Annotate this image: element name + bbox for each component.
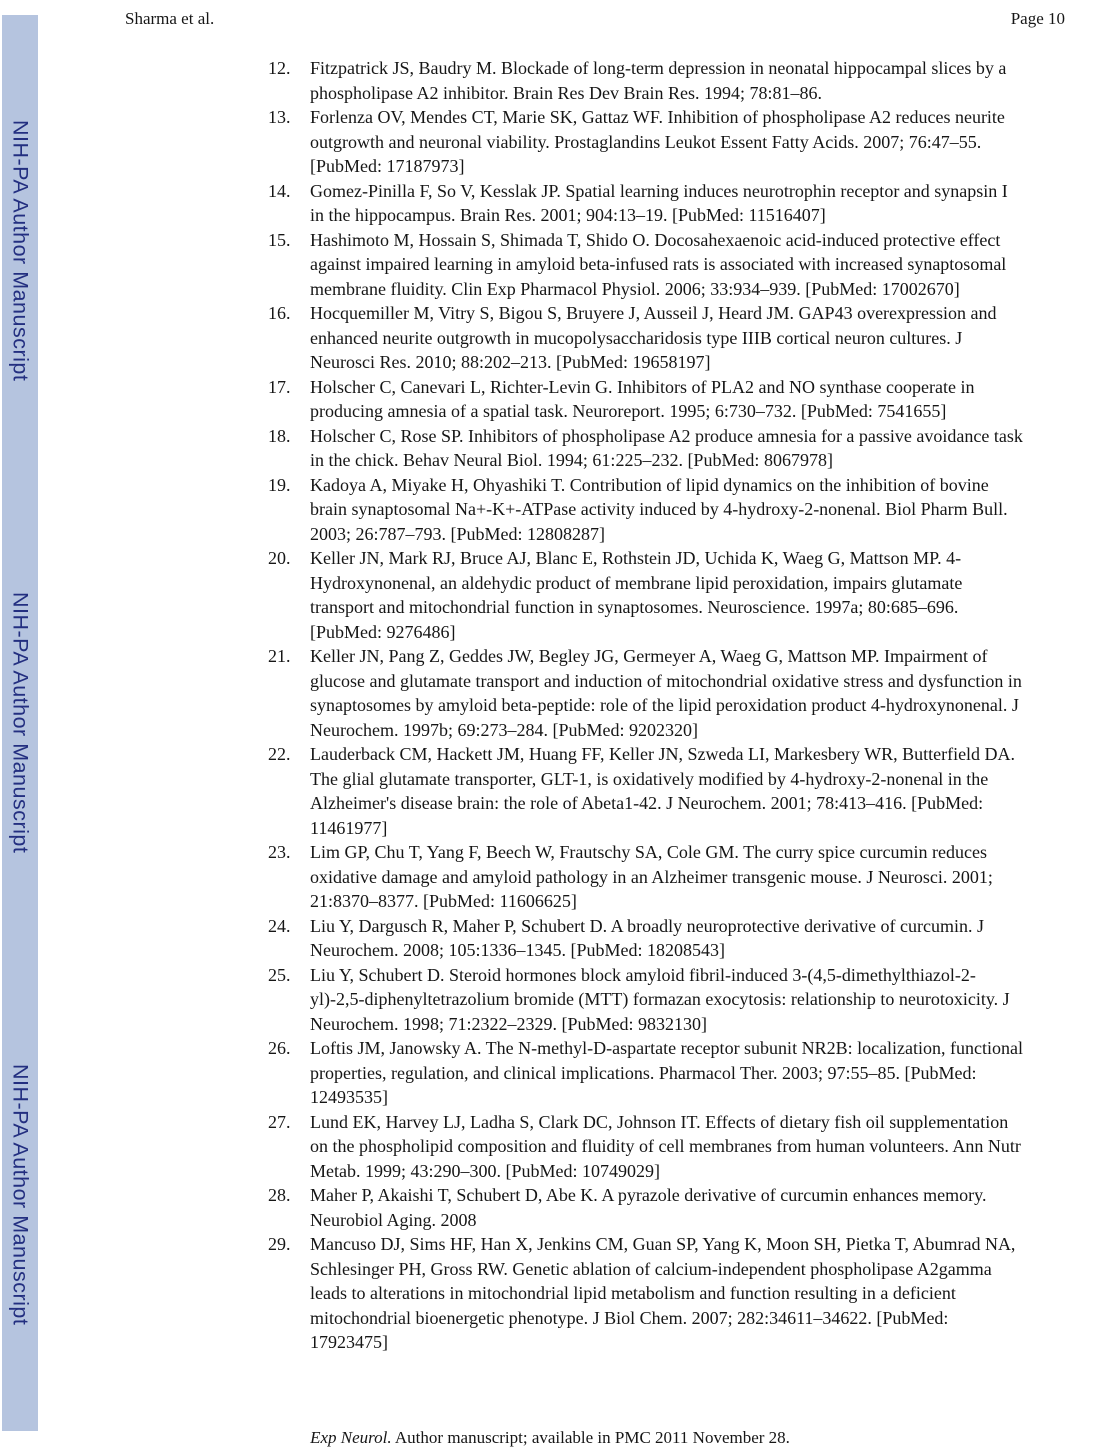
reference-number: 17. <box>268 376 291 397</box>
reference-line: properties, regulation, and clinical implications. Pharmacol Ther. 2003; 97:55–85. [PubMed: <box>310 1062 977 1083</box>
reference-line: 21:8370–8377. [PubMed: 11606625] <box>310 891 577 911</box>
reference-number: 15. <box>268 229 291 250</box>
reference-item <box>268 105 1068 179</box>
reference-item <box>268 179 1068 228</box>
reference-line: leads to alterations in mitochondrial lipid metabolism and function resulting in a deficient <box>310 1283 956 1303</box>
reference-line: on the phospholipid composition and fluidity of cell membranes from human volunteers. Ann Nutr <box>310 1136 1021 1156</box>
reference-item <box>268 742 1068 840</box>
reference-number: 27. <box>268 1111 291 1132</box>
reference-line: oxidative damage and amyloid pathology in an Alzheimer transgenic mouse. J Neurosci. 2001; <box>310 866 993 887</box>
reference-number: 18. <box>268 425 291 446</box>
reference-lines <box>310 228 1068 302</box>
reference-line: Loftis JM, Janowsky A. The N-methyl-D-aspartate receptor subunit NR2B: localization, functional <box>310 1038 1024 1058</box>
reference-item <box>268 840 1068 914</box>
reference-line: Liu Y, Schubert D. Steroid hormones block amyloid fibril-induced 3-(4,5-dimethylthiazol-2- <box>310 964 976 985</box>
reference-line: Fitzpatrick JS, Baudry M. Blockade of long-term depression in neonatal hippocampal slices by a <box>310 58 1007 78</box>
reference-lines <box>310 179 1068 228</box>
reference-lines <box>310 1183 1068 1232</box>
reference-line: Kadoya A, Miyake H, Ohyashiki T. Contribution of lipid dynamics on the inhibition of bovine <box>310 474 989 495</box>
reference-line: membrane fluidity. Clin Exp Pharmacol Physiol. 2006; 33:934–939. [PubMed: 17002670] <box>310 278 960 299</box>
reference-number: 25. <box>268 964 291 985</box>
reference-line: in the chick. Behav Neural Biol. 1994; 61:225–232. [PubMed: 8067978] <box>310 450 833 470</box>
reference-item <box>268 375 1068 424</box>
reference-line: Schlesinger PH, Gross RW. Genetic ablation of calcium-independent phospholipase A2gamma <box>310 1258 992 1279</box>
reference-lines <box>310 424 1068 473</box>
footer-citation <box>0 1428 1100 1448</box>
header-author: Sharma et al. <box>125 9 215 28</box>
reference-lines <box>310 546 1068 644</box>
reference-line: Maher P, Akaishi T, Schubert D, Abe K. A pyrazole derivative of curcumin enhances memory. <box>310 1185 987 1205</box>
reference-line: Holscher C, Rose SP. Inhibitors of phospholipase A2 produce amnesia for a passive avoidance task <box>310 425 1023 446</box>
reference-lines <box>310 742 1068 840</box>
reference-item <box>268 1232 1068 1355</box>
reference-line: Hocquemiller M, Vitry S, Bigou S, Bruyere J, Ausseil J, Heard JM. GAP43 overexpression and <box>310 303 997 323</box>
sidebar-section-top <box>2 15 38 487</box>
reference-lines <box>310 1232 1068 1355</box>
reference-number: 14. <box>268 180 291 201</box>
reference-line: producing amnesia of a spatial task. Neuroreport. 1995; 6:730–732. [PubMed: 7541655] <box>310 401 947 421</box>
reference-line: Neurochem. 1998; 71:2322–2329. [PubMed: 9832130] <box>310 1013 707 1034</box>
nih-pa-sidebar <box>2 15 38 1431</box>
reference-line: 2003; 26:787–793. [PubMed: 12808287] <box>310 523 605 544</box>
reference-lines <box>310 56 1068 105</box>
reference-lines <box>310 473 1068 547</box>
reference-line: Neurochem. 2008; 105:1336–1345. [PubMed: 18208543] <box>310 940 725 960</box>
references-list <box>268 56 1068 1355</box>
reference-item <box>268 1110 1068 1184</box>
reference-line: Holscher C, Canevari L, Richter-Levin G. Inhibitors of PLA2 and NO synthase cooperate in <box>310 376 975 397</box>
reference-lines <box>310 1036 1068 1110</box>
reference-line: Lauderback CM, Hackett JM, Huang FF, Keller JN, Szweda LI, Markesbery WR, Butterfield DA. <box>310 744 1016 764</box>
reference-item <box>268 546 1068 644</box>
reference-item <box>268 1036 1068 1110</box>
reference-lines <box>310 1110 1068 1184</box>
reference-line: Gomez-Pinilla F, So V, Kesslak JP. Spatial learning induces neurotrophin receptor and synapsin I <box>310 180 1008 201</box>
reference-line: Lund EK, Harvey LJ, Ladha S, Clark DC, Johnson IT. Effects of dietary fish oil supplementation <box>310 1111 1009 1132</box>
reference-line: synaptosomes by amyloid beta-peptide: role of the lipid peroxidation product 4-hydroxynonenal. J <box>310 695 1019 715</box>
reference-line: [PubMed: 9276486] <box>310 621 456 642</box>
reference-line: Lim GP, Chu T, Yang F, Beech W, Frautschy SA, Cole GM. The curry spice curcumin reduces <box>310 842 987 862</box>
reference-number: 12. <box>268 58 291 78</box>
reference-number: 29. <box>268 1234 291 1254</box>
reference-number: 21. <box>268 646 291 666</box>
reference-number: 13. <box>268 107 291 127</box>
reference-number: 23. <box>268 842 291 862</box>
reference-line: against impaired learning in amyloid beta-infused rats is associated with increased synaptosomal <box>310 254 1007 274</box>
reference-item <box>268 914 1068 963</box>
reference-line: glucose and glutamate transport and induction of mitochondrial oxidative stress and dysfunction in <box>310 670 1022 691</box>
reference-number: 16. <box>268 303 291 323</box>
reference-item <box>268 473 1068 547</box>
reference-item <box>268 1183 1068 1232</box>
reference-line: Hashimoto M, Hossain S, Shimada T, Shido O. Docosahexaenoic acid-induced protective effect <box>310 229 1001 250</box>
reference-line: brain synaptosomal Na+-K+-ATPase activity induced by 4-hydroxy-2-nonenal. Biol Pharm Bull. <box>310 499 1008 519</box>
reference-line: Keller JN, Mark RJ, Bruce AJ, Blanc E, Rothstein JD, Uchida K, Waeg G, Mattson MP. 4- <box>310 548 962 568</box>
footer-citation-text: Author manuscript; available in PMC 2011 November 28. <box>391 1428 790 1447</box>
reference-line: Neurosci Res. 2010; 88:202–213. [PubMed: 19658197] <box>310 352 711 372</box>
reference-item <box>268 424 1068 473</box>
reference-number: 19. <box>268 474 291 495</box>
reference-item <box>268 56 1068 105</box>
reference-line: Liu Y, Dargusch R, Maher P, Schubert D. A broadly neuroprotective derivative of curcumin. J <box>310 915 985 936</box>
reference-lines <box>310 301 1068 375</box>
reference-lines <box>310 375 1068 424</box>
reference-line: yl)-2,5-diphenyltetrazolium bromide (MTT) formazan exocytosis: relationship to neurotoxicity. J <box>310 989 1010 1009</box>
reference-number: 22. <box>268 744 291 764</box>
nih-pa-watermark-label: NIH-PA Author Manuscript <box>8 592 33 854</box>
reference-line: [PubMed: 17187973] <box>310 156 465 176</box>
reference-number: 20. <box>268 548 291 568</box>
reference-number: 26. <box>268 1038 291 1058</box>
reference-line: Forlenza OV, Mendes CT, Marie SK, Gattaz WF. Inhibition of phospholipase A2 reduces neurite <box>310 107 1005 127</box>
reference-item <box>268 228 1068 302</box>
reference-line: Alzheimer's disease brain: the role of Abeta1-42. J Neurochem. 2001; 78:413–416. [PubMed: <box>310 793 984 813</box>
reference-lines <box>310 105 1068 179</box>
reference-lines <box>310 963 1068 1037</box>
reference-line: mitochondrial bioenergetic phenotype. J Biol Chem. 2007; 282:34611–34622. [PubMed: <box>310 1307 949 1328</box>
reference-lines <box>310 840 1068 914</box>
footer-journal-name: Exp Neurol. <box>310 1428 392 1447</box>
reference-number: 28. <box>268 1185 291 1205</box>
reference-number: 24. <box>268 915 291 936</box>
reference-line: 17923475] <box>310 1332 388 1352</box>
reference-line: The glial glutamate transporter, GLT-1, is oxidatively modified by 4-hydroxy-2-nonenal in the <box>310 768 989 789</box>
reference-item <box>268 644 1068 742</box>
reference-line: Metab. 1999; 43:290–300. [PubMed: 10749029] <box>310 1160 660 1181</box>
sidebar-section-bottom <box>2 959 38 1431</box>
reference-line: transport and mitochondrial function in synaptosomes. Neuroscience. 1997a; 80:685–696. <box>310 597 959 617</box>
reference-line: 11461977] <box>310 817 388 838</box>
reference-line: phospholipase A2 inhibitor. Brain Res Dev Brain Res. 1994; 78:81–86. <box>310 82 822 103</box>
reference-line: in the hippocampus. Brain Res. 2001; 904:13–19. [PubMed: 11516407] <box>310 205 826 225</box>
reference-item <box>268 301 1068 375</box>
reference-line: Neurochem. 1997b; 69:273–284. [PubMed: 9202320] <box>310 719 698 740</box>
reference-line: Mancuso DJ, Sims HF, Han X, Jenkins CM, Guan SP, Yang K, Moon SH, Pietka T, Abumrad NA, <box>310 1234 1016 1254</box>
nih-pa-watermark-label: NIH-PA Author Manuscript <box>8 1064 33 1326</box>
header-page-number: Page 10 <box>1010 9 1065 28</box>
reference-lines <box>310 644 1068 742</box>
reference-line: Keller JN, Pang Z, Geddes JW, Begley JG, Germeyer A, Waeg G, Mattson MP. Impairment of <box>310 646 988 666</box>
reference-line: enhanced neurite outgrowth in mucopolysaccharidosis type IIIB cortical neuron cultures. J <box>310 327 963 348</box>
sidebar-section-middle <box>2 487 38 959</box>
reference-lines <box>310 914 1068 963</box>
reference-item <box>268 963 1068 1037</box>
nih-pa-watermark-label: NIH-PA Author Manuscript <box>8 120 33 382</box>
reference-line: Neurobiol Aging. 2008 <box>310 1209 477 1230</box>
reference-line: Hydroxynonenal, an aldehydic product of membrane lipid peroxidation, impairs glutamate <box>310 572 963 593</box>
reference-line: outgrowth and neuronal viability. Prostaglandins Leukot Essent Fatty Acids. 2007; 76:47–55. <box>310 131 982 152</box>
reference-line: 12493535] <box>310 1087 388 1107</box>
